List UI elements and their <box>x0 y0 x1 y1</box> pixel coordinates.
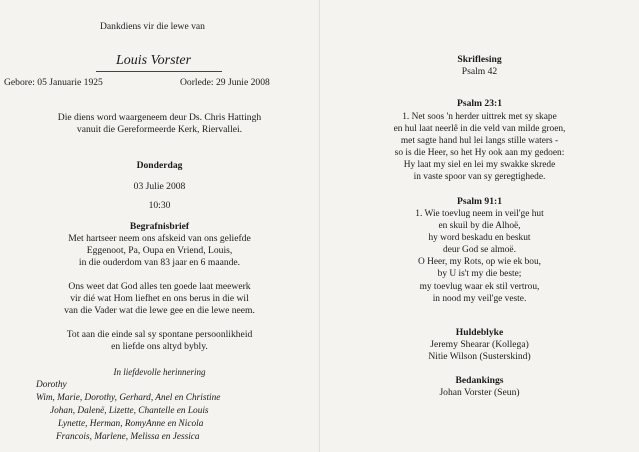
name-underline <box>96 71 222 72</box>
psalm-23-line: met sagte hand hul lei langs stille waters - <box>400 136 559 147</box>
service-line-1: Die diens word waargeneem deur Ds. Chris Hattingh <box>57 112 262 123</box>
thanks-title: Bedankings <box>455 375 504 386</box>
memory-title: In liefdevolle herinnering <box>113 367 206 377</box>
service-date: 03 Julie 2008 <box>133 181 186 192</box>
psalm-23-line: in vaste spoor van sy geregtighede. <box>413 172 546 183</box>
psalm-91-title: Psalm 91:1 <box>456 196 503 207</box>
psalm-91-line: in nood my veil'ge veste. <box>432 293 527 304</box>
death-date: Oorlede: 29 Junie 2008 <box>180 77 270 88</box>
psalm-23-line: 1. Net soos 'n herder uittrek met sy skape <box>402 112 557 122</box>
thanksgiving-heading: Dankdiens vir die lewe van <box>100 21 205 32</box>
psalm-91-line: hy word beskadu en beskut <box>428 233 531 244</box>
deceased-name: Louis Vorster <box>116 53 192 68</box>
scripture-reference: Psalm 42 <box>461 66 498 77</box>
burial-letter-title: Begrafnisbrief <box>129 221 190 232</box>
family-line-4: Lynette, Herman, RomyAnne en Nicola <box>58 419 204 429</box>
psalm-91-line: O Heer, my Rots, op wie ek bou, <box>417 257 542 268</box>
burial-p3-line-1: Tot aan die einde sal sy spontane persoonlikheid <box>66 329 253 340</box>
psalm-23-line: Hy laat my siel en lei my swakke skrede <box>403 160 556 171</box>
psalm-91-line: my toevlug waar ek stil vertrou, <box>419 281 540 292</box>
psalm-23-text <box>320 111 639 184</box>
family-line-5: Francois, Marlene, Melissa en Jessica <box>56 432 200 442</box>
right-panel <box>320 0 639 452</box>
burial-p2-line-3: van die Vader wat die lewe gee en die lewe neem. <box>64 305 255 316</box>
psalm-91-text <box>320 208 639 305</box>
burial-p2-line-2: vir dié wat Hom liefhet en ons berus in die wil <box>70 293 249 304</box>
burial-p1-line-3: in die ouderdom van 83 jaar en 6 maande. <box>78 257 241 268</box>
psalm-91-line: by U is't my die beste; <box>437 269 522 280</box>
psalm-23-line: so is die Heer, so het Hy ook aan my gedoen: <box>394 148 565 159</box>
family-line-3: Johan, Dalenë, Lizette, Chantelle en Louis <box>50 406 209 416</box>
burial-p1-line-2: Eggenoot, Pa, Oupa en Vriend, Louis, <box>86 245 233 256</box>
thanks-line-1: Johan Vorster (Seun) <box>439 387 520 398</box>
tribute-line-1: Jeremy Shearar (Kollega) <box>430 339 529 350</box>
burial-p3-line-2: en liefde ons altyd bybly. <box>111 341 208 352</box>
service-line-2: vanuit die Gereformeerde Kerk, Riervallei. <box>76 124 243 135</box>
tribute-line-2: Nitie Wilson (Susterskind) <box>428 351 531 362</box>
psalm-91-line: deur God se almoë. <box>443 245 516 256</box>
service-time: 10:30 <box>148 200 171 211</box>
burial-p2-line-1: Ons weet dat God alles ten goede laat meewerk <box>68 281 251 292</box>
psalm-91-line: 1. Wie toevlug neem in veil'ge hut <box>415 209 544 219</box>
family-line-1: Dorothy <box>36 380 67 390</box>
birth-date: Gebore: 05 Januarie 1925 <box>4 77 103 88</box>
psalm-91-line: en skuil by die Alhoë, <box>438 221 521 232</box>
tributes-title: Huldeblyke <box>455 327 504 338</box>
left-panel <box>0 0 319 452</box>
scripture-title: Skriflesing <box>457 54 502 65</box>
burial-p1-line-1: Met hartseer neem ons afskeid van ons geliefde <box>68 233 251 244</box>
family-line-2: Wim, Marie, Dorothy, Gerhard, Anel en Christine <box>36 393 221 403</box>
psalm-23-line: en hul laat neerlê in die veld van milde groen, <box>393 124 566 135</box>
psalm-23-title: Psalm 23:1 <box>456 98 503 109</box>
service-day: Donderdag <box>136 160 183 171</box>
